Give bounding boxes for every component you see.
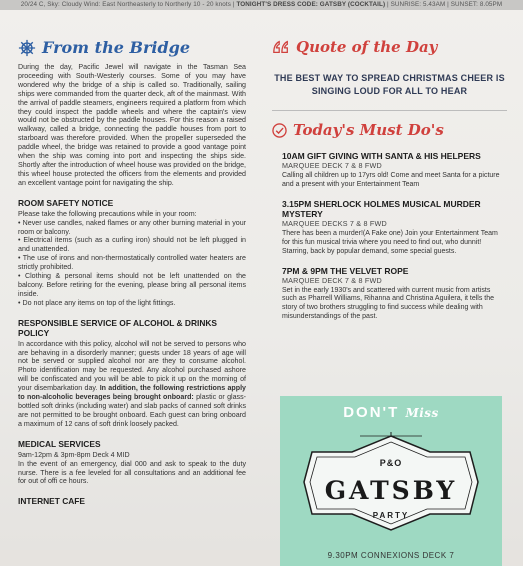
event-item bbox=[282, 199, 507, 257]
weather-line: 20/24 C, Sky: Cloudy Wind: East Northeasterly to Northerly 10 - 20 knots | TONIGHT'S DRESS CODE: GATSBY (COCKTAIL) | SUNRISE: 5.43AM | SUNSET: 8.05PM bbox=[20, 1, 503, 8]
todo-heading bbox=[272, 121, 507, 139]
event-item bbox=[282, 266, 507, 323]
event-location: MARQUEE DECK 7 & 8 FWD bbox=[282, 161, 382, 170]
alcohol-text-bold: In addition, the following restrictions apply to non-alcoholic beverages being brought onboard: bbox=[18, 384, 246, 402]
medical-hours: 9am-12pm & 3pm-8pm Deck 4 MID bbox=[18, 450, 130, 459]
event-title: 3.15PM SHERLOCK HOLMES MUSICAL MURDER MYSTERY bbox=[282, 198, 481, 219]
alcohol-policy-text bbox=[18, 340, 246, 429]
event-location: MARQUEE DECK 7 & 8 FWD bbox=[282, 275, 382, 285]
miss-word: Miss bbox=[405, 406, 439, 420]
dont-miss-title bbox=[280, 404, 502, 421]
sunset: SUNSET: 8.05PM bbox=[450, 1, 503, 8]
gatsby-time: 9.30PM CONNEXIONS DECK 7 bbox=[327, 551, 455, 560]
event-description: Set in the early 1930's and scattered with current music from artists such as Pharrell Williams, Rihanna and Christina Aguilera, it tells the story of two brothers struggling to find success while dealing with misunderstandings of the past. bbox=[282, 286, 495, 321]
weather-text: 20/24 C, Sky: Cloudy Wind: East Northeasterly to Northerly 10 - 20 knots bbox=[20, 1, 231, 8]
event-item bbox=[282, 151, 507, 190]
medical-text: In the event of an emergency, dial 000 and ask to speak to the duty nurse. There is a fee leveled for all consultations and an additional fee for out of offi ce hours. bbox=[18, 459, 246, 486]
event-description: Calling all children up to 17yrs old! Come and meet Santa for a picture and a present with your Entertainment Team bbox=[282, 172, 500, 188]
room-safety-bullet: • Never use candles, naked flames or any other burning material in your room or balcony. bbox=[18, 218, 246, 236]
dress-code: TONIGHT'S DRESS CODE: GATSBY (COCKTAIL) bbox=[236, 1, 386, 8]
ship-wheel-icon bbox=[18, 39, 36, 57]
alcohol-text-a: In accordance with this policy, alcohol will not be served to persons who are behaving in a disorderly manner; guests under 18 years of age will not be served or supplied alcohol nor are they to consume alcohol. Photo identification may be requested. Any alcohol purchased ashore will be confiscated and you will be able to pick it up on the morning of your disembarkation day. bbox=[18, 339, 246, 393]
room-safety-bullet: • Do not place any items on top of the light fittings. bbox=[18, 298, 176, 307]
bridge-heading bbox=[18, 38, 246, 57]
alcohol-text-b: plastic or glass-bottled soft drinks (including water) and slab packs of canned soft drinks are not permitted to be brought onboard. Each guest can bring onboard a maximum of 12 cans of soft drink loosely packed. bbox=[18, 393, 246, 428]
room-safety-title: ROOM SAFETY NOTICE bbox=[18, 197, 114, 208]
gatsby-logo bbox=[300, 432, 482, 558]
quote-text: THE BEST WAY TO SPREAD CHRISTMAS CHEER IS SINGING LOUD FOR ALL TO HEAR bbox=[274, 73, 505, 96]
room-safety-bullet: • Clothing & personal items should not be left unattended on the balcony. Before retiring for the evening, please bring all personal items inside. bbox=[18, 272, 246, 298]
todo-title: Today's Must Do's bbox=[293, 121, 444, 139]
bridge-paragraph: During the day, Pacific Jewel will navigate in the Tasman Sea proceeding with South-Westerly courses. Some of you may have wondered why the bridge of a ship is called so. Traditionally, sailing ships were commanded from the quarter deck, aft of the mainmast. With the arrival of paddle steamers, engineers required a platform from which they could inspect the paddle wheels and where the captain's view would not be obstructed by the paddle houses. For this reason a raised walkway, called a bridge, connecting the paddle houses from port to starboard was therefore provided. When the propeller superseded the paddle wheel, the bridge was retained to provide a good vantage point when the ship was coming into port and inspecting the ships side. Shortly after the introduction of wheel house was provided on the bridge, this wheel house protected the officers from the elements and provided an excellent vantage point for navigating the ship. bbox=[18, 63, 246, 187]
event-description: There has been a murder!(A Fake one) Join your Entertainment Team for this fun musical trivia where you need to find out, who dunnit! Starring, back by popular demand, some special guests. bbox=[282, 229, 498, 255]
sunrise: SUNRISE: 5.43AM bbox=[390, 1, 446, 8]
right-column bbox=[272, 38, 507, 331]
divider bbox=[272, 110, 507, 111]
room-safety-intro: Please take the following precautions while in your room: bbox=[18, 209, 197, 218]
alcohol-policy-title: RESPONSIBLE SERVICE OF ALCOHOL & DRINKS POLICY bbox=[18, 317, 218, 338]
room-safety-bullet: • Electrical items (such as a curling iron) should not be left plugged in and unattended. bbox=[18, 236, 246, 254]
gatsby-party: PARTY bbox=[372, 511, 410, 520]
quotation-mark-icon bbox=[272, 39, 290, 55]
checkmark-circle-icon bbox=[272, 123, 287, 138]
bridge-title: From the Bridge bbox=[42, 38, 191, 57]
left-column bbox=[18, 38, 246, 508]
medical-title: MEDICAL SERVICES bbox=[18, 438, 101, 449]
room-safety-bullet: • The use of irons and non-thermostatically controlled water heaters are strictly prohibited. bbox=[18, 254, 246, 272]
event-location: MARQUEE DECKS 7 & 8 FWD bbox=[282, 218, 387, 228]
dont-miss-word: DON'T bbox=[343, 404, 400, 421]
quote-heading bbox=[272, 38, 507, 56]
quote-title: Quote of the Day bbox=[296, 38, 438, 56]
event-title: 10AM GIFT GIVING WITH SANTA & HIS HELPERS bbox=[282, 151, 481, 161]
gatsby-name: GATSBY bbox=[324, 476, 458, 505]
dont-miss-panel bbox=[280, 396, 502, 566]
event-title: 7PM & 9PM THE VELVET ROPE bbox=[282, 265, 409, 276]
internet-title: INTERNET CAFE bbox=[18, 496, 85, 507]
gatsby-brand: P&O bbox=[379, 458, 403, 468]
